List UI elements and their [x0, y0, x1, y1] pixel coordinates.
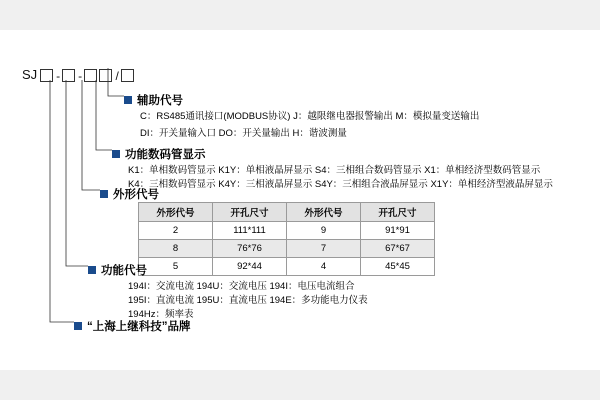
bullet-square-icon — [100, 190, 108, 198]
table-cell: 67*67 — [361, 240, 435, 258]
table-cell: 76*76 — [213, 240, 287, 258]
section-heading-function — [88, 262, 147, 278]
table-row — [139, 258, 435, 276]
code-dash-2: - — [78, 69, 83, 83]
shape-table — [138, 202, 435, 276]
table-row — [139, 222, 435, 240]
section-title-shape: 外形代号 — [113, 189, 159, 201]
table-cell: 5 — [139, 258, 213, 276]
table-cell: 8 — [139, 240, 213, 258]
top-band — [0, 0, 600, 30]
code-slash: / — [115, 69, 119, 83]
section-heading-aux — [124, 92, 183, 108]
function-row-1: 194I：交流电流 194U：交流电压 194I：电压电流组合 — [128, 281, 355, 292]
code-box-4 — [99, 69, 112, 82]
table-cell: 111*111 — [213, 222, 287, 240]
table-cell: 4 — [287, 258, 361, 276]
table-header-cell: 外形代号 — [287, 203, 361, 222]
aux-row-2: DI：开关量输入口 DO：开关量输出 H：谐波测量 — [140, 128, 347, 139]
table-header-cell: 外形代号 — [139, 203, 213, 222]
code-box-1 — [40, 69, 53, 82]
display-row-2: K4：三相数码管显示 K4Y：三相液晶屏显示 S4Y：三相组合液晶屏显示 X1Y：单相经济型液晶屏显示 — [128, 179, 553, 190]
code-box-5 — [121, 69, 134, 82]
code-dash-1: - — [56, 69, 61, 83]
section-title-aux: 辅助代号 — [137, 95, 183, 107]
bullet-square-icon — [88, 266, 96, 274]
bottom-band — [0, 370, 600, 400]
aux-row-1: C：RS485通讯接口(MODBUS协议) J：越限继电器报警输出 M：模拟量变送输出 — [140, 111, 480, 122]
section-title-display: 功能数码管显示 — [125, 149, 206, 161]
section-heading-shape — [100, 186, 159, 202]
section-heading-brand — [74, 318, 191, 334]
table-cell: 9 — [287, 222, 361, 240]
code-box-3 — [84, 69, 97, 82]
table-cell: 45*45 — [361, 258, 435, 276]
table-header-cell: 开孔尺寸 — [361, 203, 435, 222]
table-cell: 7 — [287, 240, 361, 258]
table-row — [139, 240, 435, 258]
section-title-function: 功能代号 — [101, 265, 147, 277]
section-heading-display — [112, 146, 206, 162]
model-code — [22, 68, 136, 82]
table-header-cell: 开孔尺寸 — [213, 203, 287, 222]
table-cell: 92*44 — [213, 258, 287, 276]
table-header-row — [139, 203, 435, 222]
section-title-brand: “上海上继科技”品牌 — [87, 321, 191, 333]
function-row-3: 194Hz：频率表 — [128, 309, 194, 320]
model-prefix: SJ — [22, 67, 38, 82]
table-cell: 91*91 — [361, 222, 435, 240]
bullet-square-icon — [124, 96, 132, 104]
function-row-2: 195I：直流电流 195U：直流电压 194E：多功能电力仪表 — [128, 295, 368, 306]
bullet-square-icon — [112, 150, 120, 158]
display-row-1: K1：单相数码管显示 K1Y：单相液晶屏显示 S4：三相组合数码管显示 X1：单相经济型数码管显示 — [128, 165, 541, 176]
bullet-square-icon — [74, 322, 82, 330]
code-box-2 — [62, 69, 75, 82]
table-cell: 2 — [139, 222, 213, 240]
